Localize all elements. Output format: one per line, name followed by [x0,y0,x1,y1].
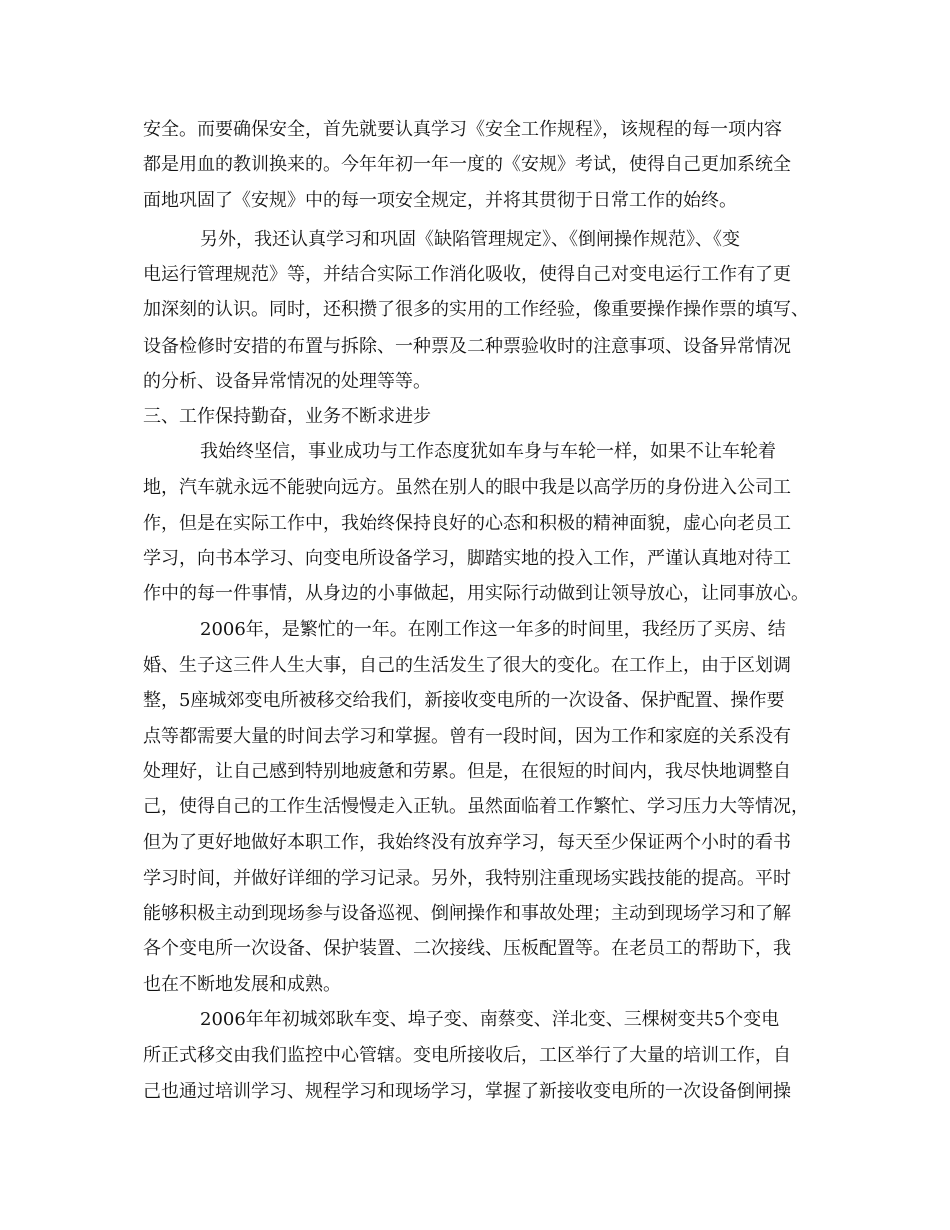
text-line: 电运行管理规范》等，并结合实际工作消化吸收，使得自己对变电运行工作有了更 [143,264,791,285]
paragraph-first-line: 另外，我还认真学习和巩固《缺陷管理规定》、《倒闸操作规范》、《变 [200,229,740,250]
text-line: 都是用血的教训换来的。今年年初一年一度的《安规》考试，使得自己更加系统全 [143,154,791,175]
text-line: 加深刻的认识。同时，还积攒了很多的实用的工作经验，像重要操作操作票的填写、 [143,299,809,320]
text-line: 点等都需要大量的时间去学习和掌握。曾有一段时间，因为工作和家庭的关系没有 [143,726,791,747]
paragraph-first-line: 我始终坚信，事业成功与工作态度犹如车身与车轮一样，如果不让车轮着 [200,441,776,462]
text-line: 但为了更好地做好本职工作，我始终没有放弃学习，每天至少保证两个小时的看书 [143,832,791,853]
text-line: 所正式移交由我们监控中心管辖。变电所接收后，工区举行了大量的培训工作，自 [143,1045,791,1066]
text-line: 己也通过培训学习、规程学习和现场学习，掌握了新接收变电所的一次设备倒闸操 [143,1081,791,1102]
text-line: 能够积极主动到现场参与设备巡视、倒闸操作和事故处理；主动到现场学习和了解 [143,903,791,924]
text-line: 面地巩固了《安规》中的每一项安全规定，并将其贯彻于日常工作的始终。 [143,190,737,211]
text-line: 整，5座城郊变电所被移交给我们，新接收变电所的一次设备、保护配置、操作要 [143,690,785,711]
text-line: 各个变电所一次设备、保护装置、二次接线、压板配置等。在老员工的帮助下，我 [143,938,791,959]
paragraph-first-line: 2006年年初城郊耿车变、埠子变、南蔡变、洋北变、三棵树变共5个变电 [200,1009,780,1030]
text-line: 处理好，让自己感到特别地疲惫和劳累。但是，在很短的时间内，我尽快地调整自 [143,761,791,782]
paragraph-first-line: 2006年，是繁忙的一年。在刚工作这一年多的时间里，我经历了买房、结 [200,619,786,640]
text-line: 的分析、设备异常情况的处理等等。 [143,371,431,392]
text-line: 学习时间，并做好详细的学习记录。另外，我特别注重现场实践技能的提高。平时 [143,868,791,889]
section-heading: 三、工作保持勤奋，业务不断求进步 [143,406,431,427]
text-line: 己，使得自己的工作生活慢慢走入正轨。虽然面临着工作繁忙、学习压力大等情况， [143,796,809,817]
text-line: 学习，向书本学习、向变电所设备学习，脚踏实地的投入工作，严谨认真地对待工 [143,548,791,569]
text-line: 安全。而要确保安全，首先就要认真学习《安全工作规程》，该规程的每一项内容 [143,119,782,140]
text-line: 设备检修时安措的布置与拆除、一种票及二种票验收时的注意事项、设备异常情况 [143,336,791,357]
text-line: 也在不断地发展和成熟。 [143,974,341,995]
text-line: 作，但是在实际工作中，我始终保持良好的心态和积极的精神面貌，虚心向老员工 [143,513,791,534]
text-line: 婚、生子这三件人生大事，自己的生活发生了很大的变化。在工作上，由于区划调 [143,655,791,676]
text-line: 地，汽车就永远不能驶向远方。虽然在别人的眼中我是以高学历的身份进入公司工 [143,477,791,498]
text-line: 作中的每一件事情，从身边的小事做起，用实际行动做到让领导放心，让同事放心。 [143,583,809,604]
